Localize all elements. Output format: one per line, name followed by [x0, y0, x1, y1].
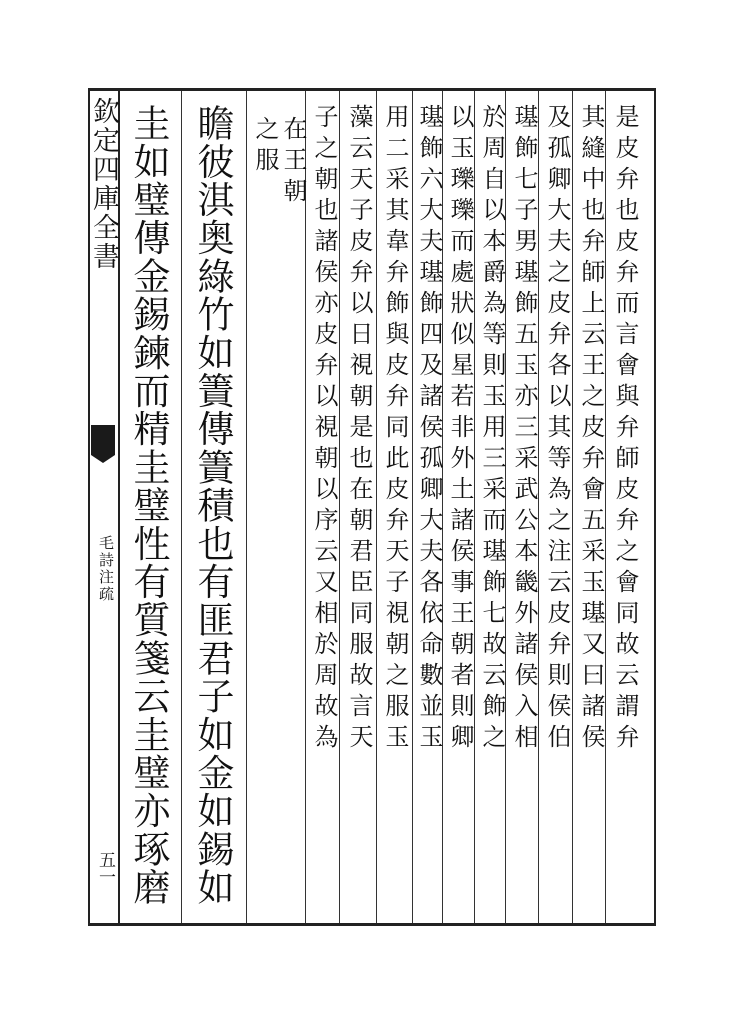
column-rule [246, 91, 247, 923]
page-number: 五一 [95, 851, 115, 885]
fishtail-mark [91, 425, 115, 455]
annotation-column: 璂飾六大夫璂飾四及諸侯孤卿大夫各依命數並玉 [415, 104, 443, 755]
annotation-column: 藻云天子皮弁以日視朝是也在朝君臣同服故言天 [345, 104, 373, 755]
annotation-column: 在王朝 [279, 116, 307, 209]
column-rule [572, 91, 573, 923]
column-rule [181, 91, 182, 923]
main-text-column: 瞻彼淇奥綠竹如簀傳簀積也有匪君子如金如錫如 [191, 104, 234, 907]
annotation-column: 其縫中也弁師上云王之皮弁會五采玉璂又曰諸侯 [577, 104, 605, 755]
annotation-column: 於周自以本爵為等則玉用三采而璂飾七故云飾之 [478, 104, 506, 755]
annotation-column: 用二采其韋弁飾與皮弁同此皮弁天子視朝之服玉 [381, 104, 409, 755]
annotation-column: 是皮弁也皮弁而言會與弁師皮弁之會同故云謂弁 [611, 104, 639, 755]
main-text-column: 圭如璧傳金錫鍊而精圭璧性有質箋云圭璧亦琢磨 [127, 104, 170, 907]
column-rule [412, 91, 413, 923]
book-title: 毛詩注疏 [97, 535, 115, 603]
annotation-column: 子之朝也諸侯亦皮弁以視朝以序云又相於周故為 [310, 104, 338, 755]
column-rule [376, 91, 377, 923]
annotation-column: 及孤卿大夫之皮弁各以其等為之注云皮弁則侯伯 [543, 104, 571, 755]
annotation-column: 璂飾七子男璂飾五玉亦三采武公本畿外諸侯入相 [510, 104, 538, 755]
collection-title: 欽定四庫全書 [88, 97, 119, 271]
annotation-column: 以玉瓅瓅而處狀似星若非外土諸侯事王朝者則卿 [446, 104, 474, 755]
column-rule [305, 91, 306, 923]
annotation-column: 之服 [251, 116, 279, 178]
column-rule [339, 91, 340, 923]
center-gutter [88, 91, 120, 923]
